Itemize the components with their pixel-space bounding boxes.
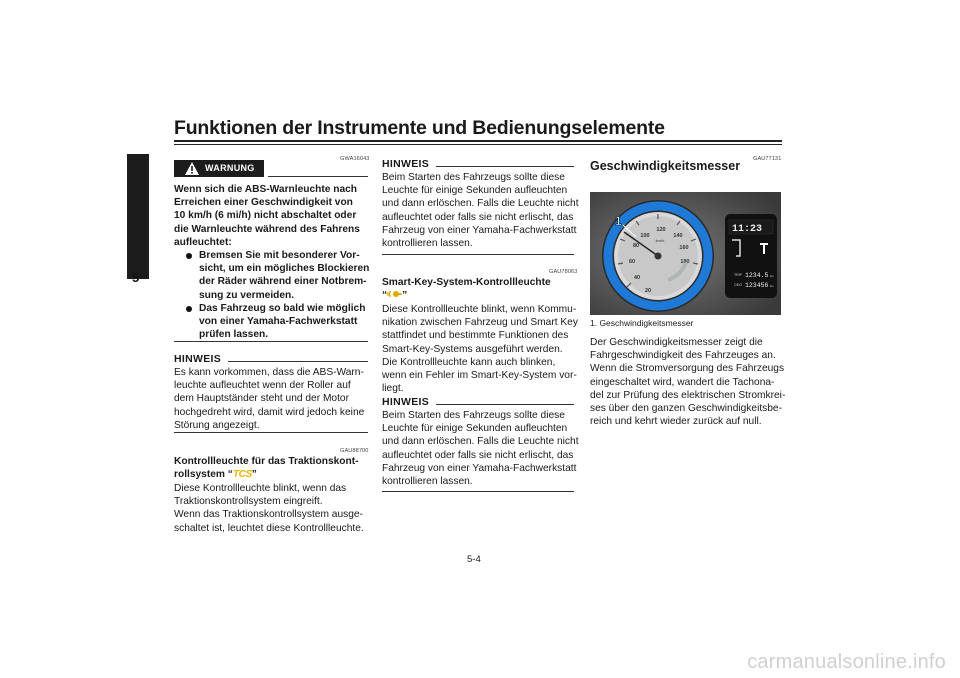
tick-label: 160 [679, 245, 689, 251]
tick-label: 100 [640, 233, 650, 239]
warning-triangle-icon [184, 161, 200, 176]
tick-label: 40 [633, 275, 641, 281]
hinweis-bottom-rule [174, 432, 368, 433]
smart-key-icon [387, 289, 402, 299]
hinweis-bottom-rule [382, 254, 574, 255]
warning-bullet-1: Bremsen Sie mit besonderer Vor- sicht, um ein mögliches Blockieren der Räder während einer Notbrem- sung zu vermeiden. [186, 249, 370, 302]
warning-code: GWA16043 [340, 156, 370, 162]
odo-label: ODO [734, 283, 742, 287]
trip-value: 1234.5 [745, 272, 769, 279]
tcs-text: Diese Kontrollleuchte blinkt, wenn das Traktionskontrollsystem eingreift. Wenn das Traktionskontrollsystem ausge- schaltet ist, leuchtet diese Kontrollleuchte. [174, 483, 364, 534]
hinweis-top-rule [228, 361, 368, 362]
smartkey-heading: Smart-Key-System-Kontrollleuchte “ ” [382, 277, 551, 302]
bullet-icon [186, 306, 192, 312]
callout-number: 1 [615, 214, 622, 228]
smartkey-code: GAU78063 [549, 269, 578, 275]
speedometer-text: Der Geschwindigkeitsmesser zeigt die Fahrgeschwindigkeit des Fahrzeuges an. Wenn die Stromversorgung des Fahrzeugs eingeschaltet wird, wandert die Tachona- del zur Prüfung des elektrischen Stromkrei- ses über den ganzen Geschwindigkeitsbe- reich und kehrt wieder zurück auf null. [590, 337, 786, 428]
section-code: GAU77131 [753, 156, 782, 162]
tick-label: 20 [644, 288, 652, 294]
hinweis-top-rule [436, 166, 574, 167]
warning-bottom-rule [174, 341, 368, 342]
warning-intro: Wenn sich die ABS-Warnleuchte nach Erreichen einer Geschwindigkeit von 10 km/h (6 mi/h) nicht abschaltet oder die Warnleuchte während des Fahrens aufleuchtet: [174, 184, 360, 248]
tick-label: 120 [656, 227, 666, 233]
hinweis-top-rule [436, 404, 574, 405]
hinweis-label: HINWEIS [382, 158, 430, 170]
trip-label: TRIP [734, 273, 742, 277]
hinweis-text: Beim Starten des Fahrzeugs sollte diese Leuchte für einige Sekunden aufleuchten und dann erlöschen. Falls die Leuchte nicht aufleuchtet oder falls sie nicht erlischt, das Fahrzeug von einer Yamaha-Fachwerkstatt kontrollieren lassen. [382, 410, 579, 488]
warning-label: WARNUNG [205, 163, 255, 173]
warning-top-rule [268, 176, 368, 177]
lcd-clock: 11:23 [732, 224, 763, 235]
hinweis-text: Es kann vorkommen, dass die ABS-Warn- leuchte aufleuchtet wenn der Roller auf dem Hauptständer steht und der Motor hochgedreht wird, damit wird jedoch keine Störung angezeigt. [174, 367, 365, 431]
watermark[interactable]: carmanualsonline.info [747, 651, 946, 673]
tick-label: 60 [628, 259, 636, 265]
hinweis-label: HINWEIS [174, 353, 222, 365]
odo-value: 123456 [745, 282, 769, 289]
speedometer-figure [590, 192, 781, 315]
page-number: 5-4 [467, 554, 481, 565]
tick-label: 80 [632, 243, 640, 249]
tick-label: 180 [680, 259, 690, 265]
smartkey-text: Diese Kontrollleuchte blinkt, wenn Kommu- nikation zwischen Fahrzeug und Smart Key stattfindet und bestimmte Funktionen des Smart-Key-Systems ausgeführt werden. Die Kontrollleuchte kann auch blinken, wenn ein Fehler im Smart-Key-System vor- liegt. [382, 304, 578, 395]
tcs-icon: TCS [232, 469, 252, 481]
title-rule-thin [174, 144, 782, 145]
bullet-icon [186, 253, 192, 259]
tcs-heading: Kontrollleuchte für das Traktionskont- rollsystem “TCS” [174, 456, 359, 481]
trip-unit: km [770, 274, 774, 278]
chapter-tab [127, 154, 149, 279]
gauge-unit: km/h [655, 238, 665, 243]
hinweis-label: HINWEIS [382, 396, 430, 408]
odo-unit: km [770, 284, 774, 288]
hinweis-text: Beim Starten des Fahrzeugs sollte diese Leuchte für einige Sekunden aufleuchten und dann erlöschen. Falls die Leuchte nicht aufleuchtet oder falls sie nicht erlischt, das Fahrzeug von einer Yamaha-Fachwerkstatt kontrollieren lassen. [382, 172, 579, 250]
section-heading: Geschwindigkeitsmesser [590, 159, 741, 173]
gauge-hub [655, 253, 662, 260]
hinweis-bottom-rule [382, 491, 574, 492]
title-rule [174, 140, 782, 142]
warning-badge [174, 160, 264, 177]
chapter-number: 5 [132, 270, 140, 285]
page-title: Funktionen der Instrumente und Bedienungselemente [174, 117, 665, 139]
tcs-code: GAU88700 [340, 448, 369, 454]
tick-label: 140 [673, 233, 683, 239]
figure-caption: 1. Geschwindigkeitsmesser [590, 318, 694, 328]
warning-bullet-2: Das Fahrzeug so bald wie möglich von einer Yamaha-Fachwerkstatt prüfen lassen. [186, 302, 370, 342]
